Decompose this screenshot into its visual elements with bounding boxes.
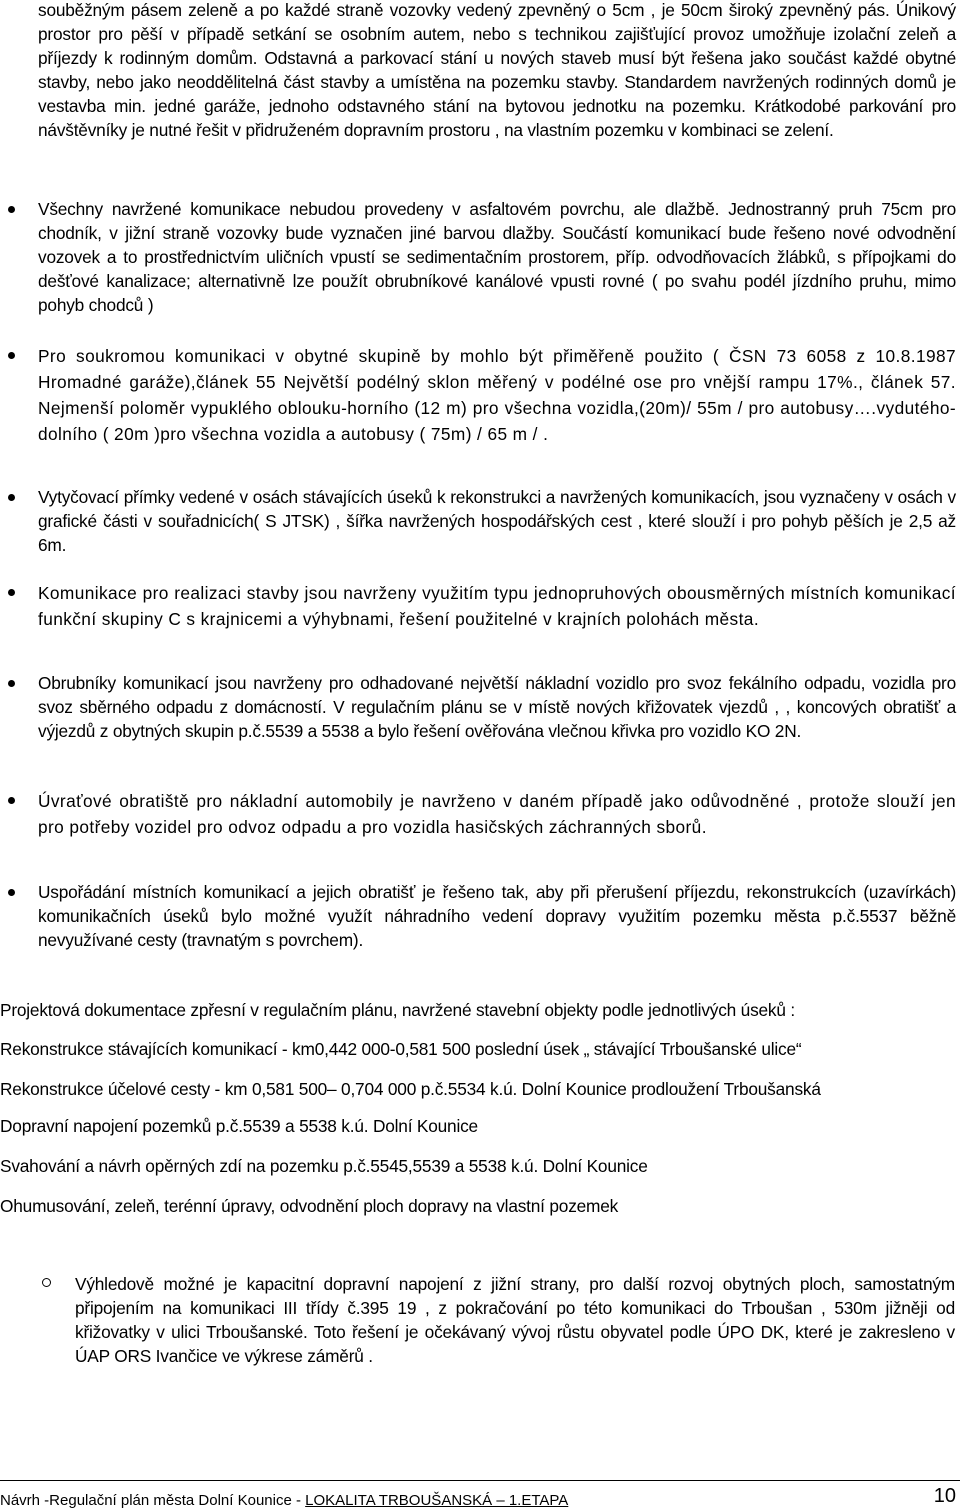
footer-prefix: Návrh -Regulační plán města Dolní Kounice -: [0, 1492, 306, 1509]
circle-bullet-icon: [42, 1278, 51, 1287]
bullet-text: Úvraťové obratiště pro nákladní automobily je navrženo v daném případě jako odůvodněné , protože slouží jen pro potřeby vozidel pro odvoz odpadu a pro vozidla hasičských záchranných sborů.: [38, 791, 956, 837]
bullet-dot-icon: [8, 680, 15, 687]
bullet-text: Pro soukromou komunikaci v obytné skupině by mohlo být přiměřeně použito ( ČSN 73 6058 z 10.8.1987 Hromadné garáže),článek 55 Největší podélný sklon měřený v podélné ose pro vnější rampu 17%., článek 57. Nejmenší poloměr vypuklého oblouku-horního (12 m) pro všechna vozidla,(20m)/ 55m / pro autobusy….vydutého-dolního ( 20m )pro všechna vozidla a autobusy ( 75m) / 65 m / .: [38, 346, 956, 444]
footer-title: [0, 1491, 568, 1511]
bullet-dot-icon: [8, 206, 15, 213]
continuation-paragraph: souběžným pásem zeleně a po každé straně vozovky vedený zpevněný o 5cm , je 50cm široký zpevněný pás. Únikový prostor pro pěší v případě setkání se osobním autem, nebo s technikou zajišťující provoz umožňuje izolační zeleň a příjezdy k rodinným domům. Odstavná a parkovací stání u nových staveb musí být řešena jako součást každé obytné stavby, nebo jako neoddělitelná část stavby a umístěna na pozemku stavby. Standardem navržených rodinných domů je vestavba min. jedné garáže, jednoho odstavného stání na bytovou jednotku na pozemku. Krátkodobé parkování pro návštěvníky je nutné řešit v přidruženém dopravním prostoru , na vlastním pozemku v kombinaci se zelení.: [38, 0, 956, 140]
bullet-text: Komunikace pro realizaci stavby jsou navrženy využitím typu jednopruhových obousměrných místních komunikací funkční skupiny C s krajnicemi a výhybnami, řešení použitelné v krajních polohách města.: [38, 583, 956, 629]
structure-item: Svahování a návrh opěrných zdí na pozemku p.č.5545,5539 a 5538 k.ú. Dolní Kounice: [0, 1156, 648, 1176]
bullet-dot-icon: [8, 589, 15, 596]
structure-item: Dopravní napojení pozemků p.č.5539 a 5538 k.ú. Dolní Kounice: [0, 1116, 478, 1136]
bullet-dot-icon: [8, 797, 15, 804]
bullet-text: Všechny navržené komunikace nebudou provedeny v asfaltovém povrchu, ale dlažbě. Jednostranný pruh 75cm pro chodník, v jižní straně vozovky bude vyznačen jiné barvou dlažby. Součástí komunikací bude řešeno nové odvodnění vozovek a to prostřednictvím uličních vpustí se sedimentačním prostorem, příp. odvodňovacích žlábků, s přípojkami do dešťové kanalizace; alternativně lze použít obrubníkové kanálové vpusti rovné ( po svahu podél jízdního pruhu, mimo pohyb chodců ): [38, 199, 956, 315]
page-footer: [0, 1485, 960, 1510]
section-intro-paragraph: Projektová dokumentace zpřesní v regulačním plánu, navržené stavební objekty podle jednotlivých úseků :: [0, 1000, 795, 1020]
bullet-text: Obrubníky komunikací jsou navrženy pro odhadované největší nákladní vozidlo pro svoz fekálního odpadu, vozidla pro svoz sběrného odpadu z domácností. V regulačním plánu se v místě nových křižovatek vjezdů , , koncových obratišť a výjezdů z obytných skupin p.č.5539 a 5538 a bylo řešení ověřována vlečnou křivka pro vozidlo KO 2N.: [38, 673, 956, 741]
footer-divider: [0, 1480, 960, 1481]
structure-item: Rekonstrukce účelové cesty - km 0,581 500– 0,704 000 p.č.5534 k.ú. Dolní Kounice prodloužení Trboušanská: [0, 1079, 821, 1099]
page-number: 10: [933, 1485, 956, 1507]
footer-locality-link: LOKALITA TRBOUŠANSKÁ – 1.ETAPA: [305, 1492, 569, 1509]
sub-bullet-text: Výhledově možné je kapacitní dopravní napojení z jižní strany, pro další rozvoj obytných ploch, samostatným připojením na komunikaci III třídy č.395 19 , z pokračování po této komunikaci do Trboušan , 530m jižněji od křižovatky v ulici Trboušanské. Toto řešení je očekávaný vývoj růstu obyvatel podle ÚPO DK, které je zakresleno v ÚAP ORS Ivančice ve výkrese záměrů .: [75, 1274, 955, 1366]
bullet-dot-icon: [8, 494, 15, 501]
bullet-dot-icon: [8, 352, 15, 359]
bullet-text: Vytyčovací přímky vedené v osách stávajících úseků k rekonstrukci a navržených komunikacích, jsou vyznačeny v osách v grafické části v souřadnicích( S JTSK) , šířka navržených hospodářských cest , které slouží i pro pohyb pěších je 2,5 až 6m.: [38, 487, 956, 555]
structure-item: Rekonstrukce stávajících komunikací - km0,442 000-0,581 500 poslední úsek „ stávající Trboušanské ulice“: [0, 1039, 802, 1059]
bullet-text: Uspořádání místních komunikací a jejich obratišť je řešeno tak, aby při přerušení příjezdu, rekonstrukcích (uzavírkách) komunikačních úseků bylo možné využít náhradního vedení dopravy využitím pozemku města p.č.5537 běžně nevyužívané cesty (travnatým s povrchem).: [38, 882, 956, 950]
bullet-dot-icon: [8, 889, 15, 896]
structure-item: Ohumusování, zeleň, terénní úpravy, odvodnění ploch dopravy na vlastní pozemek: [0, 1196, 619, 1216]
